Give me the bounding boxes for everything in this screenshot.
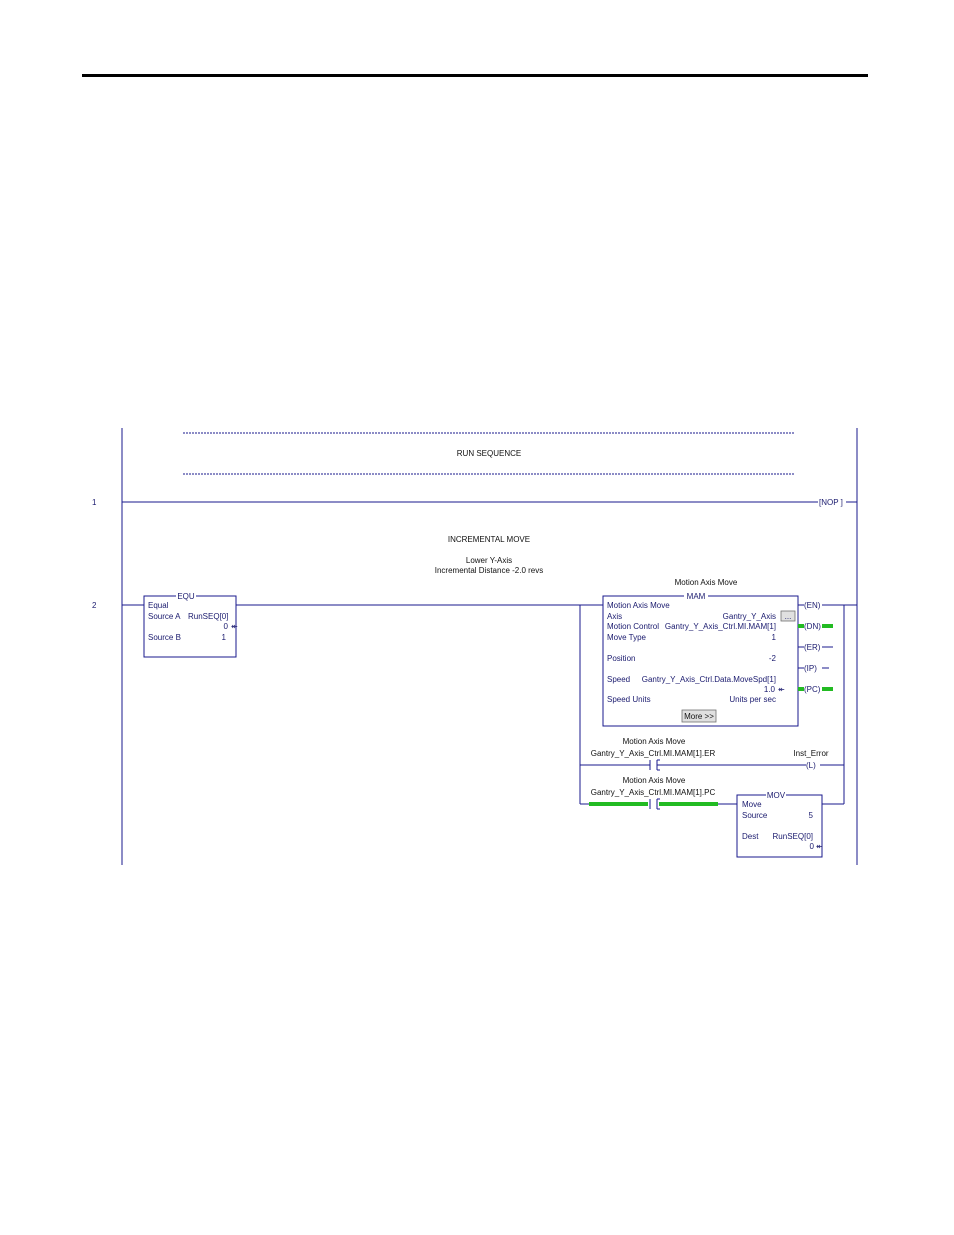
mam-speed-units-value[interactable]: Units per sec — [729, 695, 776, 704]
mam-output-dn[interactable]: (DN) — [804, 622, 821, 631]
nop-instruction[interactable]: [NOP ] — [819, 498, 843, 507]
header-rule — [82, 74, 868, 77]
mam-outputs — [798, 601, 857, 694]
mov-dest-label: Dest — [742, 832, 759, 841]
equ-source-a-arrow-icon: ↞ — [231, 622, 238, 631]
equ-block[interactable] — [144, 592, 238, 657]
mam-position-value[interactable]: -2 — [768, 654, 776, 663]
mam-speed-label: Speed — [607, 675, 631, 684]
mov-name: Move — [742, 800, 762, 809]
mov-source-label: Source — [742, 811, 768, 820]
mam-speed-units-label: Speed Units — [607, 695, 651, 704]
mam-title: MAM — [686, 592, 706, 601]
mov-dest-value: 0 — [809, 842, 814, 851]
mam-position-label: Position — [607, 654, 636, 663]
mov-source-value[interactable]: 5 — [808, 811, 813, 820]
mam-axis-label: Axis — [607, 612, 623, 621]
mam-block[interactable] — [603, 592, 798, 726]
mam-output-pc[interactable]: (PC) — [804, 685, 821, 694]
pc-contact[interactable] — [650, 799, 660, 809]
mam-motion-control-value[interactable]: Gantry_Y_Axis_Ctrl.MI.MAM[1] — [664, 622, 776, 631]
mam-axis-browse-label: ... — [784, 612, 792, 621]
mov-dest-tag[interactable]: RunSEQ[0] — [772, 832, 813, 841]
branch-pc-tag[interactable]: Gantry_Y_Axis_Ctrl.MI.MAM[1].PC — [590, 788, 716, 797]
branch-er-caption: Motion Axis Move — [622, 737, 686, 746]
equ-source-a-value: 0 — [223, 622, 228, 631]
mam-more-button-label: More >> — [684, 712, 714, 721]
mam-caption: Motion Axis Move — [674, 578, 738, 587]
mov-block[interactable] — [737, 791, 823, 857]
mam-speed-value: 1.0 — [763, 685, 775, 694]
mam-move-type-value[interactable]: 1 — [771, 633, 776, 642]
mam-output-en[interactable]: (EN) — [804, 601, 821, 610]
mam-axis-value[interactable]: Gantry_Y_Axis — [722, 612, 776, 621]
latch-coil[interactable]: (L) — [806, 761, 816, 770]
branch-pc-caption: Motion Axis Move — [622, 776, 686, 785]
equ-name: Equal — [148, 601, 169, 610]
equ-title: EQU — [177, 592, 195, 601]
rung-2-comment-line-2: Lower Y-Axis — [465, 556, 513, 565]
equ-source-b-value: 1 — [221, 633, 226, 642]
mam-motion-control-label: Motion Control — [607, 622, 660, 631]
mam-move-type-label: Move Type — [607, 633, 646, 642]
branch-er-tag[interactable]: Gantry_Y_Axis_Ctrl.MI.MAM[1].ER — [590, 749, 716, 758]
mam-output-ip[interactable]: (IP) — [804, 664, 817, 673]
rung-2-comment-line-1: INCREMENTAL MOVE — [447, 535, 531, 544]
equ-source-a-label: Source A — [148, 612, 181, 621]
rung-number-1: 1 — [92, 498, 97, 507]
mam-output-er[interactable]: (ER) — [804, 643, 821, 652]
rung-number-2: 2 — [92, 601, 97, 610]
equ-source-a-tag[interactable]: RunSEQ[0] — [188, 612, 229, 621]
equ-source-b-label: Source B — [148, 633, 181, 642]
mam-name: Motion Axis Move — [607, 601, 670, 610]
mam-speed-arrow-icon: ↞ — [778, 685, 785, 694]
mov-title: MOV — [766, 791, 786, 800]
rung-2-comment-line-3: Incremental Distance -2.0 revs — [434, 566, 544, 575]
mov-dest-arrow-icon: ↞ — [816, 842, 823, 851]
mam-speed-tag[interactable]: Gantry_Y_Axis_Ctrl.Data.MoveSpd[1] — [641, 675, 776, 684]
branch-er-coil-tag[interactable]: Inst_Error — [793, 749, 829, 758]
rung-comment-title: RUN SEQUENCE — [456, 449, 522, 458]
